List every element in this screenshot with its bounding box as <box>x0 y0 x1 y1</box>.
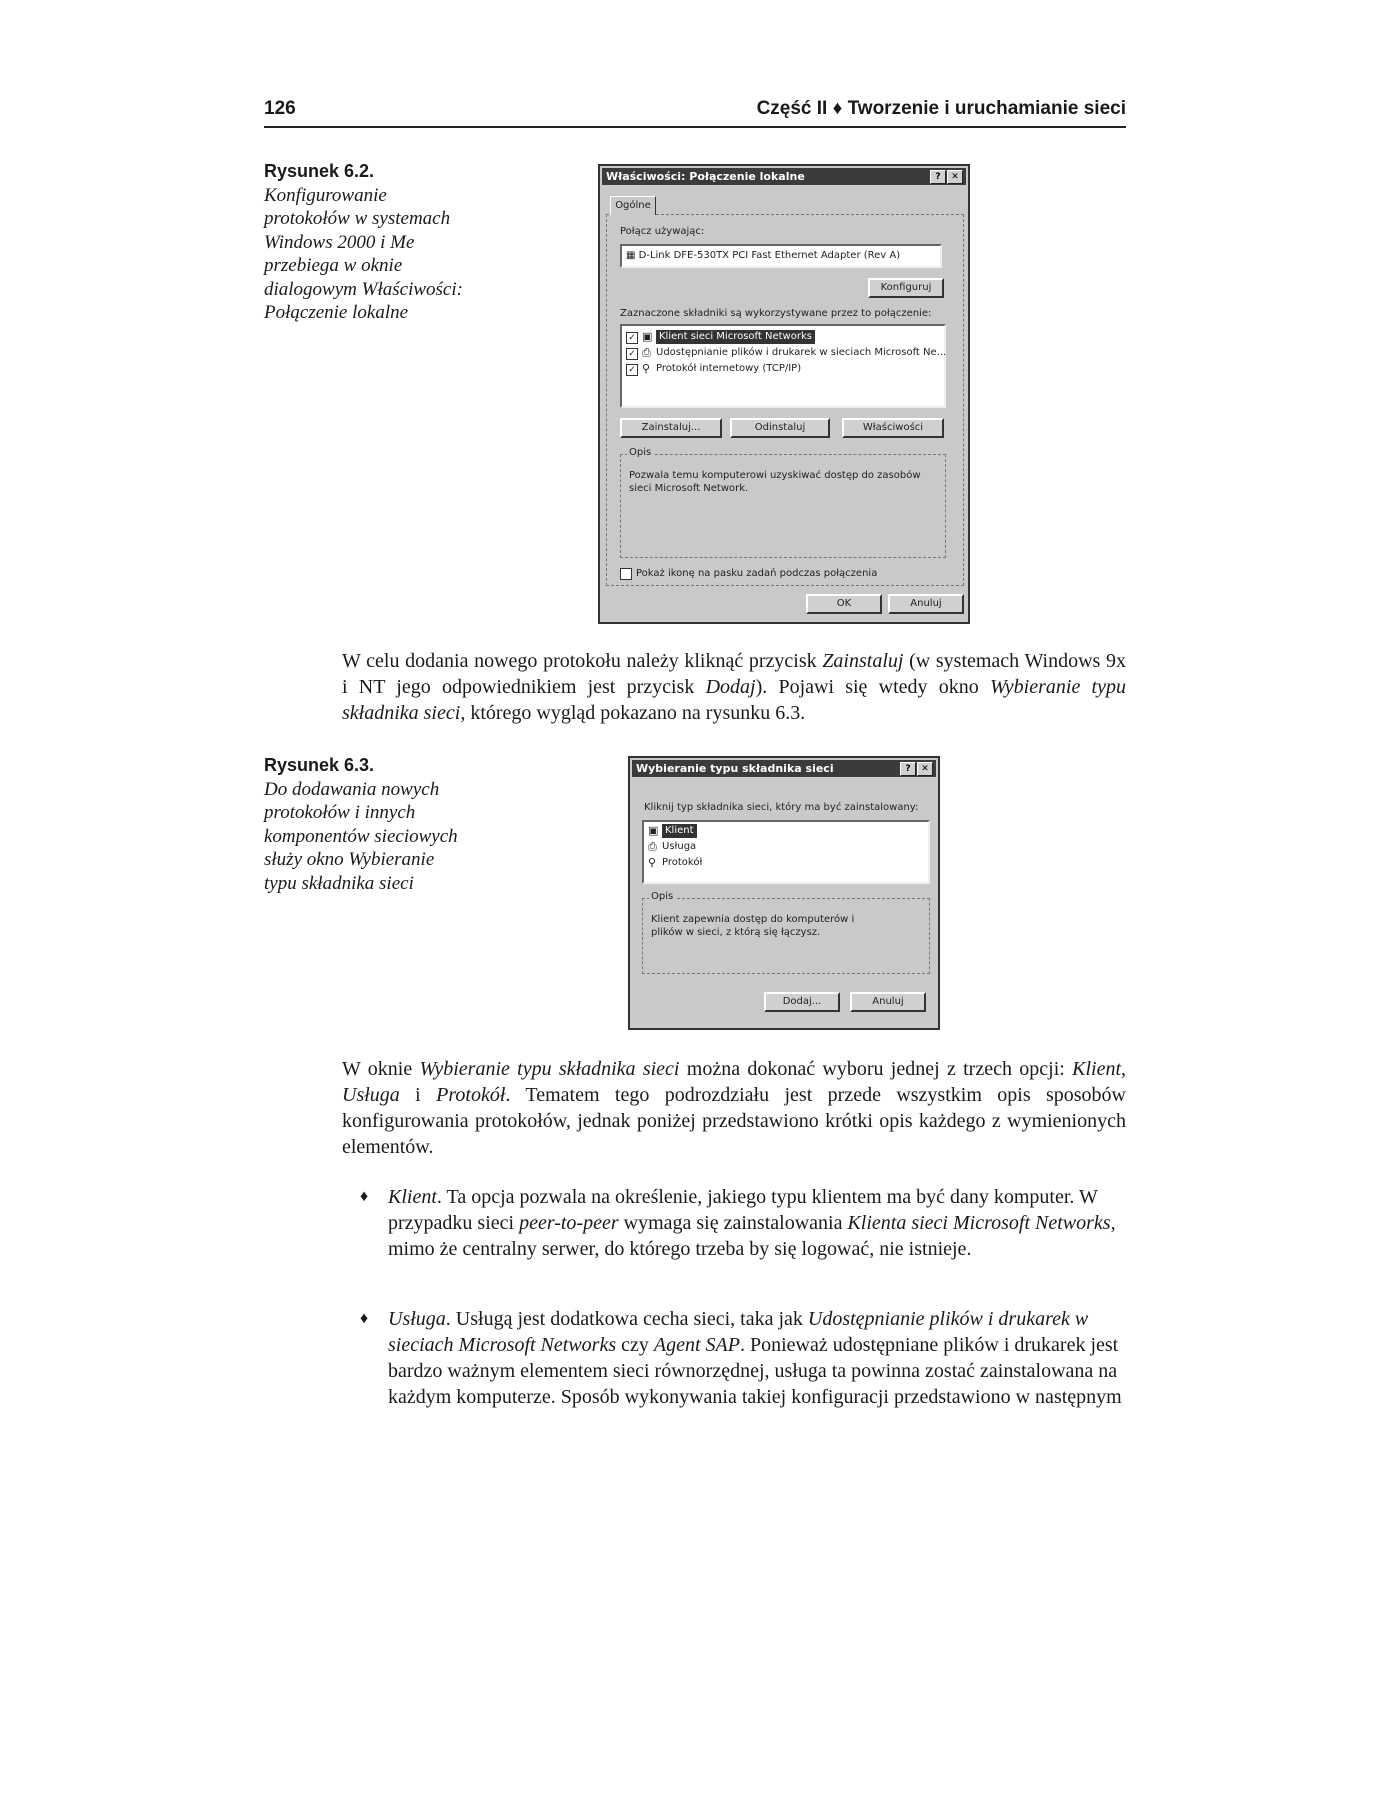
help-icon[interactable]: ? <box>930 170 946 184</box>
show-icon-label: Pokaż ikonę na pasku zadań podczas połączenia <box>636 568 878 579</box>
text-run: . Ta opcja pozwala na określenie, jakiego typu klientem ma być dany komputer. W przypadku sieci <box>388 1186 1098 1234</box>
bullet-text <box>388 1184 1126 1262</box>
text-run: można dokonać wyboru jednej z trzech opcji: <box>679 1058 1073 1080</box>
figure-label: Rysunek 6.2. <box>264 161 375 181</box>
emphasis: Wybieranie typu składnika sieci <box>342 676 1126 724</box>
file-printer-sharing-icon: ⎙ <box>642 346 651 359</box>
type-label: Protokół <box>662 857 703 868</box>
text-run: wymaga się zainstalowania <box>618 1212 848 1234</box>
description-group <box>642 891 930 974</box>
properties-dialog <box>598 164 970 624</box>
help-icon[interactable]: ? <box>900 762 916 776</box>
dialog-title: Właściwości: Połączenie lokalne <box>606 170 805 183</box>
cancel-button[interactable]: Anuluj <box>850 992 926 1012</box>
emphasis: Usługa <box>342 1084 400 1106</box>
close-icon[interactable]: ✕ <box>917 762 933 776</box>
select-component-dialog <box>628 756 940 1030</box>
uninstall-button[interactable]: Odinstaluj <box>730 418 830 438</box>
bullet-item-client <box>360 1184 1126 1294</box>
description-text: Pozwala temu komputerowi uzyskiwać dostęp do zasobów sieci Microsoft Network. <box>629 470 921 494</box>
adapter-field <box>620 244 942 268</box>
paragraph-1 <box>342 648 1126 726</box>
text-run: , mimo że centralny serwer, do którego trzeba by się logować, nie istnieje. <box>388 1212 1116 1260</box>
protocol-icon: ⚲ <box>648 856 657 869</box>
emphasis: Udostępnianie plików i drukarek w sieciach Microsoft Networks <box>388 1308 1089 1356</box>
figure-caption-text: Do dodawania nowych protokołów i innych komponentów sieciowych służy okno Wybieranie typu składnika sieci <box>264 778 458 894</box>
bullet-marker: ♦ <box>360 1188 369 1205</box>
type-label: Usługa <box>662 841 697 852</box>
text-run: W celu dodania nowego protokołu należy kliknąć przycisk <box>342 650 823 672</box>
checkbox-sharing[interactable]: ✓ <box>626 348 638 360</box>
install-button[interactable]: Zainstaluj... <box>620 418 722 438</box>
protocol-icon: ⚲ <box>642 362 651 375</box>
running-header <box>264 98 1126 128</box>
bullet-text <box>388 1306 1126 1410</box>
emphasis: peer-to-peer <box>519 1212 619 1234</box>
text-run: . Tematem tego podrozdziału jest przede wszystkim opis sposobów konfigurowania protokołów, jednak poniżej przedstawiono krótki opis każdego z wymienionych elementów. <box>342 1084 1126 1158</box>
dialog-title: Wybieranie typu składnika sieci <box>636 762 834 775</box>
text-run: , którego wygląd pokazano na rysunku 6.3. <box>460 702 806 724</box>
emphasis: Protokół <box>436 1084 506 1106</box>
network-client-icon: ▣ <box>642 330 653 343</box>
emphasis: Dodaj <box>705 676 756 698</box>
description-group-title: Opis <box>651 891 674 902</box>
component-label: Protokół internetowy (TCP/IP) <box>656 363 802 374</box>
emphasis: Usługa <box>388 1308 446 1330</box>
text-run: W oknie <box>342 1058 420 1080</box>
description-group <box>620 447 946 558</box>
text-run: . Usługą jest dodatkowa cecha sieci, taka jak <box>445 1308 808 1330</box>
configure-button[interactable]: Konfiguruj <box>868 278 944 298</box>
text-run: czy <box>616 1334 654 1356</box>
components-list[interactable] <box>620 324 946 408</box>
properties-button[interactable]: Właściwości <box>842 418 944 438</box>
emphasis: Klient <box>388 1186 437 1208</box>
text-run: (w systemach Windows 9x i NT jego odpowiednikiem jest przycisk <box>342 650 1126 698</box>
figure-label: Rysunek 6.3. <box>264 755 375 775</box>
bullet-marker: ♦ <box>360 1310 369 1327</box>
bullet-item-service <box>360 1306 1126 1446</box>
show-icon-checkbox[interactable] <box>620 568 632 580</box>
add-button[interactable]: Dodaj... <box>764 992 840 1012</box>
cancel-button[interactable]: Anuluj <box>888 594 964 614</box>
emphasis: Wybieranie typu składnika sieci <box>419 1058 680 1080</box>
dialog-title-bar <box>602 168 966 185</box>
checkbox-client[interactable]: ✓ <box>626 332 638 344</box>
emphasis: Zainstaluj <box>822 650 904 672</box>
description-text: Klient zapewnia dostęp do komputerów i plików w sieci, z którą się łączysz. <box>651 914 855 938</box>
paragraph-2 <box>342 1056 1126 1160</box>
service-icon: ⎙ <box>648 840 657 853</box>
figure-caption-text: Konfigurowanie protokołów w systemach Windows 2000 i Me przebiega w oknie dialogowym Właściwości: Połączenie lokalne <box>264 184 463 323</box>
text-run: i <box>399 1084 437 1106</box>
part-title: Część II ♦ Tworzenie i uruchamianie sieci <box>756 98 1126 119</box>
component-label: Udostępnianie plików i drukarek w sieciach Microsoft Ne... <box>656 347 947 358</box>
connect-using-label: Połącz używając: <box>620 226 705 237</box>
dialog-title-bar <box>632 760 936 777</box>
components-label: Zaznaczone składniki są wykorzystywane przez to połączenie: <box>620 308 932 319</box>
type-label: Klient <box>662 824 697 838</box>
text-run: ). Pojawi się wtedy okno <box>755 676 990 698</box>
text-run: , <box>1121 1058 1126 1080</box>
description-group-title: Opis <box>629 447 652 458</box>
emphasis: Agent SAP <box>653 1334 740 1356</box>
component-label: Klient sieci Microsoft Networks <box>656 330 815 344</box>
tab-general[interactable]: Ogólne <box>610 196 656 215</box>
adapter-name: D-Link DFE-530TX PCI Fast Ethernet Adapter (Rev A) <box>638 250 901 261</box>
checkbox-tcpip[interactable]: ✓ <box>626 364 638 376</box>
emphasis: Klient <box>1072 1058 1121 1080</box>
page-number: 126 <box>264 98 296 119</box>
component-type-list[interactable] <box>642 820 930 884</box>
text-run: . Ponieważ udostępniane plików i drukarek jest bardzo ważnym elementem sieci równorzędnej, usługa ta powinna zostać zainstalowana na każdym komputerze. Sposób wykonywania takiej konfiguracji przedstawiono w następnym <box>388 1334 1122 1408</box>
figure-caption-6-3 <box>264 754 464 895</box>
emphasis: Klienta sieci Microsoft Networks <box>847 1212 1111 1234</box>
client-icon: ▣ <box>648 824 659 837</box>
ok-button[interactable]: OK <box>806 594 882 614</box>
component-type-prompt: Kliknij typ składnika sieci, który ma być zainstalowany: <box>644 802 919 813</box>
close-icon[interactable]: ✕ <box>947 170 963 184</box>
network-adapter-icon: ▦ <box>626 250 636 261</box>
figure-caption-6-2 <box>264 160 464 325</box>
